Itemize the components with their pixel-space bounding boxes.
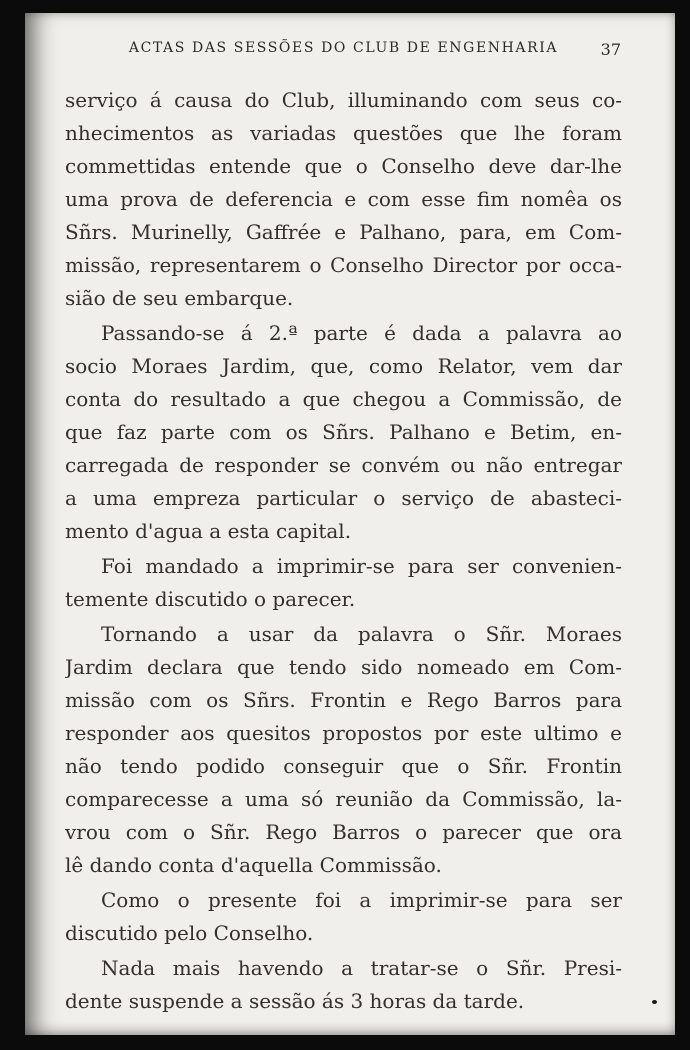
page-body (65, 84, 622, 1018)
text-line: Foi mandado a imprimir-se para ser convenien- (101, 554, 622, 578)
text-line: dente suspende a sessão ás 3 horas da tarde. (65, 989, 525, 1013)
text-line: Jardim declara que tendo sido nomeado em Com- (65, 655, 622, 679)
text-line: que faz parte com os Sñrs. Palhano e Betim, en- (65, 420, 622, 444)
text-line: a uma empreza particular o serviço de abasteci- (65, 486, 622, 510)
text-line: uma prova de deferencia e com esse fim nomêa os (65, 187, 622, 211)
text-line: missão, representarem o Conselho Director por occa- (65, 253, 622, 277)
text-line: Nada mais havendo a tratar-se o Sñr. Presi- (101, 956, 622, 980)
text-line: lê dando conta d'aquella Commissão. (65, 853, 442, 877)
running-header-title: ACTAS DAS SESSÕES DO CLUB DE ENGENHARIA (128, 40, 559, 56)
text-line: comparecesse a uma só reunião da Commissão, la- (65, 787, 622, 811)
page-header (65, 40, 622, 59)
text-line: nhecimentos as variadas questões que lhe foram (65, 121, 622, 145)
text-line: Sñrs. Murinelly, Gaffrée e Palhano, para, em Com- (65, 220, 622, 244)
text-line: Tornando a usar da palavra o Sñr. Moraes (101, 622, 622, 646)
text-line: serviço á causa do Club, illuminando com seus co- (65, 88, 622, 112)
text-line: commettidas entende que o Conselho deve dar-lhe (65, 154, 622, 178)
text-line: carregada de responder se convém ou não entregar (65, 453, 622, 477)
text-line: missão com os Sñrs. Frontin e Rego Barros para (65, 688, 622, 712)
book-page (25, 13, 675, 1035)
paragraph (65, 618, 622, 882)
paragraph (65, 884, 622, 950)
ink-speck (652, 1000, 657, 1004)
paragraph (65, 952, 622, 1018)
text-line: temente discutido o parecer. (65, 587, 356, 611)
text-line: sião de seu embarque. (65, 286, 294, 310)
paragraph (65, 550, 622, 616)
text-line: Como o presente foi a imprimir-se para ser (101, 888, 622, 912)
paragraph (65, 84, 622, 315)
paragraph (65, 317, 622, 548)
text-line: Passando-se á 2.ª parte é dada a palavra ao (101, 321, 622, 345)
page-number: 37 (600, 40, 621, 59)
text-line: socio Moraes Jardim, que, como Relator, vem dar (65, 354, 622, 378)
text-line: responder aos quesitos propostos por este ultimo e (65, 721, 622, 745)
text-line: mento d'agua a esta capital. (65, 519, 352, 543)
text-line: discutido pelo Conselho. (65, 921, 314, 945)
text-line: conta do resultado a que chegou a Commissão, de (65, 387, 622, 411)
text-line: não tendo podido conseguir que o Sñr. Frontin (65, 754, 622, 778)
text-line: vrou com o Sñr. Rego Barros o parecer que ora (65, 820, 622, 844)
